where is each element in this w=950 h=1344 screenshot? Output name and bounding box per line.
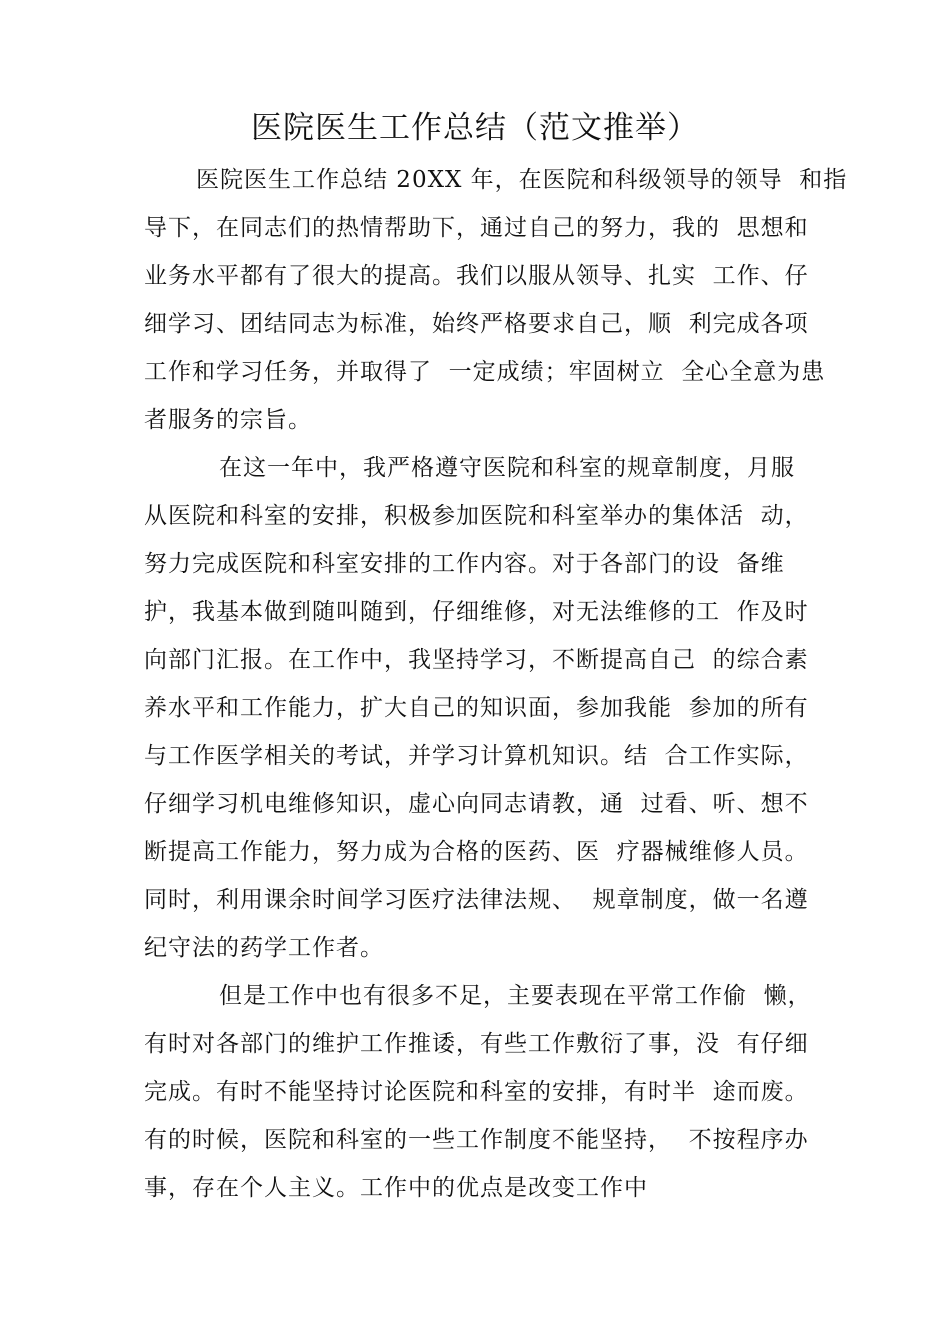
- paragraph-3-line-2: 有时对各部门的维护工作推诿，有些工作敷衍了事，没 有仔细: [144, 1031, 809, 1057]
- paragraph-2-line-8: 仔细学习机电维修知识，虚心向同志请教，通 过看、听、想不: [144, 791, 809, 817]
- paragraph-3-line-1: 但是工作中也有很多不足，主要表现在平常工作偷 懒，: [219, 983, 812, 1009]
- paragraph-2-line-11: 纪守法的药学工作者。: [144, 935, 384, 961]
- paragraph-3-line-5: 事，存在个人主义。工作中的优点是改变工作中: [144, 1175, 648, 1201]
- document-title: 医院医生工作总结（范文推举）: [251, 110, 699, 146]
- paragraph-3-line-3: 完成。有时不能坚持讨论医院和科室的安排，有时半 途而废。: [144, 1079, 809, 1105]
- paragraph-2-line-4: 护，我基本做到随叫随到，仔细维修，对无法维修的工 作及时: [144, 599, 809, 625]
- paragraph-1-line-4: 细学习、团结同志为标准，始终严格要求自己，顺 利完成各项: [144, 311, 809, 337]
- paragraph-2-line-7: 与工作医学相关的考试，并学习计算机知识。结 合工作实际，: [144, 743, 809, 769]
- paragraph-2-line-3: 努力完成医院和科室安排的工作内容。对于各部门的设 备维: [144, 551, 785, 577]
- paragraph-2-line-9: 断提高工作能力，努力成为合格的医药、医 疗器械维修人员。: [144, 839, 809, 865]
- paragraph-2-line-10: 同时，利用课余时间学习医疗法律法规、 规章制度，做一名遵: [144, 887, 809, 913]
- paragraph-1-line-5: 工作和学习任务，并取得了 一定成绩；牢固树立 全心全意为患: [144, 359, 826, 385]
- paragraph-1-line-3: 业务水平都有了很大的提高。我们以服从领导、扎实 工作、仔: [144, 263, 809, 289]
- paragraph-3-line-4: 有的时候，医院和科室的一些工作制度不能坚持， 不按程序办: [144, 1127, 809, 1153]
- paragraph-1-line-2: 导下，在同志们的热情帮助下，通过自己的努力，我的 思想和: [144, 215, 809, 241]
- paragraph-2-line-5: 向部门汇报。在工作中，我坚持学习，不断提高自己 的综合素: [144, 647, 809, 673]
- paragraph-1-line-1: 医院医生工作总结 20XX 年，在医院和科级领导的领导 和指: [196, 167, 848, 193]
- paragraph-2-line-2: 从医院和科室的安排，积极参加医院和科室举办的集体活 动，: [144, 503, 809, 529]
- paragraph-2-line-6: 养水平和工作能力，扩大自己的知识面，参加我能 参加的所有: [144, 695, 809, 721]
- paragraph-2-line-1: 在这一年中，我严格遵守医院和科室的规章制度，月服: [219, 455, 795, 481]
- paragraph-1-line-6: 者服务的宗旨。: [144, 407, 312, 433]
